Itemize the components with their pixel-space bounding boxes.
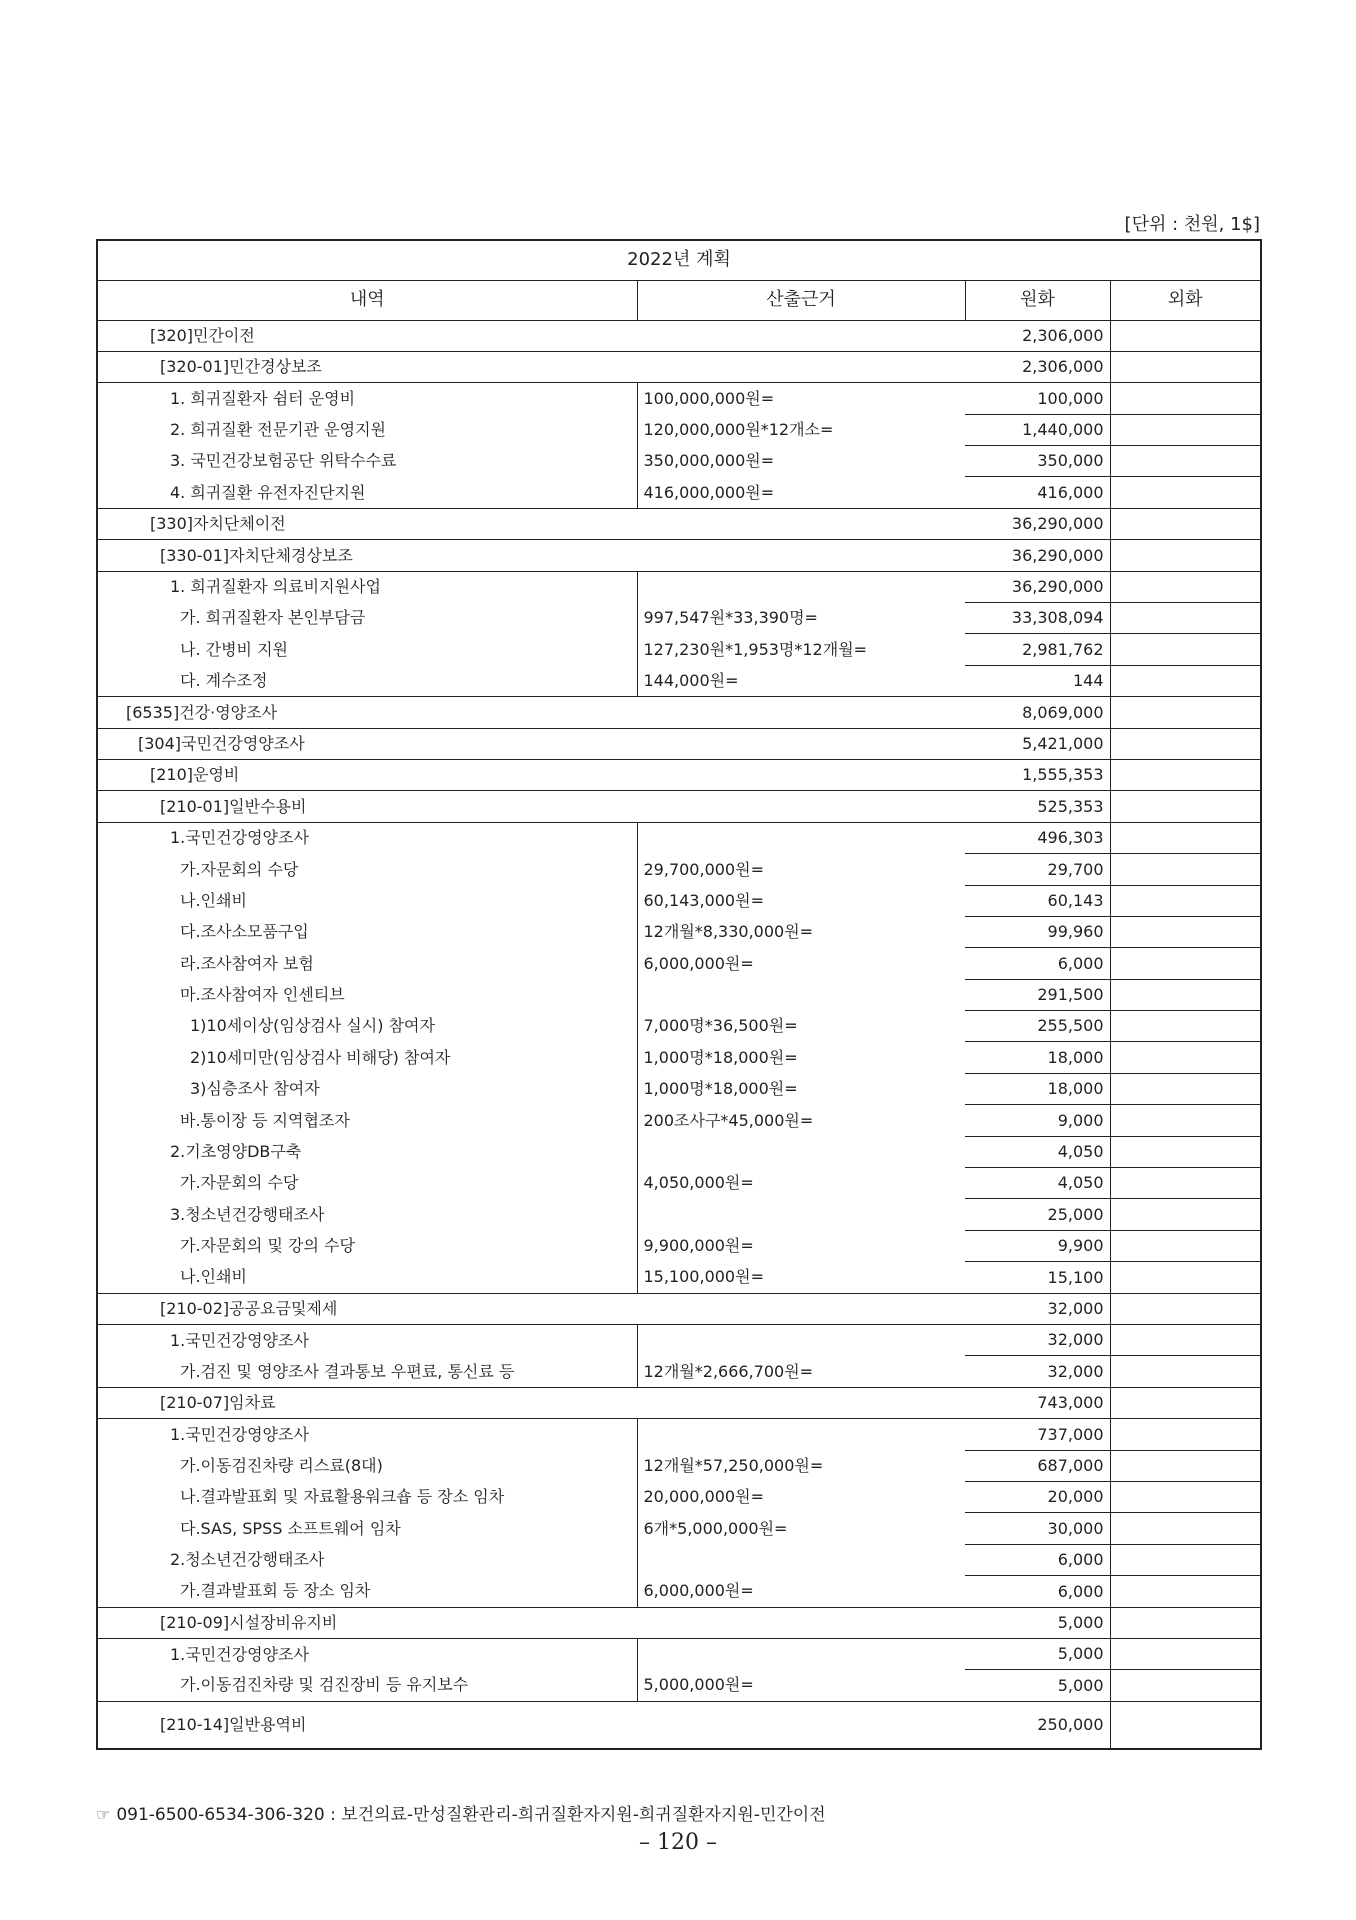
row-fx <box>1110 1073 1261 1104</box>
row-desc: 나.인쇄비 <box>97 1262 637 1293</box>
row-desc: [210-09]시설장비유지비 <box>97 1607 965 1638</box>
row-won: 18,000 <box>965 1073 1110 1104</box>
row-fx <box>1110 1419 1261 1450</box>
row-fx <box>1110 1042 1261 1073</box>
row-won: 250,000 <box>965 1701 1110 1749</box>
table-row <box>97 1419 1261 1450</box>
row-won: 36,290,000 <box>965 571 1110 602</box>
table-row <box>97 1576 1261 1607</box>
pointing-hand-icon: ☞ <box>96 1805 111 1824</box>
row-won: 6,000 <box>965 1544 1110 1575</box>
table-row <box>97 697 1261 728</box>
row-basis <box>637 571 965 602</box>
row-basis: 12개월*2,666,700원= <box>637 1356 965 1387</box>
row-fx <box>1110 759 1261 790</box>
row-desc: 1)10세이상(임상검사 실시) 참여자 <box>97 1011 637 1042</box>
row-basis <box>637 1419 965 1450</box>
row-desc: 3. 국민건강보험공단 위탁수수료 <box>97 446 637 477</box>
row-fx <box>1110 1230 1261 1261</box>
row-won: 743,000 <box>965 1387 1110 1418</box>
table-row <box>97 1293 1261 1324</box>
row-fx <box>1110 665 1261 696</box>
table-row <box>97 383 1261 414</box>
row-desc: 가.자문회의 및 강의 수당 <box>97 1230 637 1261</box>
row-fx <box>1110 383 1261 414</box>
table-row <box>97 320 1261 351</box>
row-fx <box>1110 320 1261 351</box>
table-row <box>97 603 1261 634</box>
row-desc: 1.국민건강영양조사 <box>97 1638 637 1669</box>
row-basis: 5,000,000원= <box>637 1670 965 1701</box>
table-row <box>97 1513 1261 1544</box>
header-won: 원화 <box>965 280 1110 320</box>
row-desc: 다. 계수조정 <box>97 665 637 696</box>
table-row <box>97 1450 1261 1481</box>
row-desc: 3)심층조사 참여자 <box>97 1073 637 1104</box>
table-row <box>97 414 1261 445</box>
row-desc: 가.이동검진차량 및 검진장비 등 유지보수 <box>97 1670 637 1701</box>
row-basis: 15,100,000원= <box>637 1262 965 1293</box>
table-row <box>97 1670 1261 1701</box>
row-desc: 2)10세미만(임상검사 비해당) 참여자 <box>97 1042 637 1073</box>
row-fx <box>1110 885 1261 916</box>
row-won: 25,000 <box>965 1199 1110 1230</box>
row-won: 36,290,000 <box>965 508 1110 539</box>
row-fx <box>1110 1387 1261 1418</box>
row-fx <box>1110 697 1261 728</box>
table-row <box>97 1387 1261 1418</box>
row-won: 144 <box>965 665 1110 696</box>
row-desc: [210-07]임차료 <box>97 1387 965 1418</box>
table-body <box>97 320 1261 1749</box>
row-desc: [304]국민건강영양조사 <box>97 728 965 759</box>
row-desc: 가.이동검진차량 리스료(8대) <box>97 1450 637 1481</box>
table-row <box>97 665 1261 696</box>
row-won: 525,353 <box>965 791 1110 822</box>
table-row <box>97 1701 1261 1749</box>
row-fx <box>1110 822 1261 853</box>
table-row <box>97 1199 1261 1230</box>
row-basis: 120,000,000원*12개소= <box>637 414 965 445</box>
row-desc: 다.SAS, SPSS 소프트웨어 임차 <box>97 1513 637 1544</box>
row-basis: 6,000,000원= <box>637 948 965 979</box>
row-desc: 2.청소년건강행태조사 <box>97 1544 637 1575</box>
table-row <box>97 979 1261 1010</box>
row-fx <box>1110 854 1261 885</box>
table-row <box>97 759 1261 790</box>
row-won: 100,000 <box>965 383 1110 414</box>
row-won: 32,000 <box>965 1293 1110 1324</box>
row-basis: 12개월*57,250,000원= <box>637 1450 965 1481</box>
row-won: 6,000 <box>965 948 1110 979</box>
row-basis <box>637 1325 965 1356</box>
row-basis <box>637 1638 965 1669</box>
row-won: 5,421,000 <box>965 728 1110 759</box>
row-won: 9,000 <box>965 1105 1110 1136</box>
row-desc: [330]자치단체이전 <box>97 508 965 539</box>
row-won: 2,981,762 <box>965 634 1110 665</box>
row-basis: 1,000명*18,000원= <box>637 1042 965 1073</box>
table-row <box>97 1136 1261 1167</box>
row-basis: 12개월*8,330,000원= <box>637 916 965 947</box>
table-row <box>97 791 1261 822</box>
table-row <box>97 1230 1261 1261</box>
row-basis: 144,000원= <box>637 665 965 696</box>
row-won: 5,000 <box>965 1638 1110 1669</box>
unit-label: [단위 : 천원, 1$] <box>1124 214 1260 235</box>
table-row <box>97 854 1261 885</box>
row-won: 6,000 <box>965 1576 1110 1607</box>
row-desc: 다.조사소모품구입 <box>97 916 637 947</box>
row-fx <box>1110 1481 1261 1512</box>
row-fx <box>1110 446 1261 477</box>
row-desc: [210-02]공공요금및제세 <box>97 1293 965 1324</box>
table-row <box>97 446 1261 477</box>
row-fx <box>1110 351 1261 382</box>
row-desc: 3.청소년건강행태조사 <box>97 1199 637 1230</box>
row-desc: [320-01]민간경상보조 <box>97 351 965 382</box>
row-won: 99,960 <box>965 916 1110 947</box>
page-number: – 120 – <box>639 1830 717 1855</box>
row-won: 36,290,000 <box>965 540 1110 571</box>
row-basis <box>637 1199 965 1230</box>
row-won: 4,050 <box>965 1168 1110 1199</box>
row-desc: [210-01]일반수용비 <box>97 791 965 822</box>
row-won: 2,306,000 <box>965 320 1110 351</box>
row-won: 737,000 <box>965 1419 1110 1450</box>
row-basis: 4,050,000원= <box>637 1168 965 1199</box>
row-fx <box>1110 1450 1261 1481</box>
row-won: 4,050 <box>965 1136 1110 1167</box>
row-desc: 나.인쇄비 <box>97 885 637 916</box>
row-fx <box>1110 1199 1261 1230</box>
table-row <box>97 885 1261 916</box>
row-won: 18,000 <box>965 1042 1110 1073</box>
row-fx <box>1110 1576 1261 1607</box>
row-basis: 1,000명*18,000원= <box>637 1073 965 1104</box>
row-fx <box>1110 728 1261 759</box>
header-desc: 내역 <box>97 280 637 320</box>
row-fx <box>1110 1513 1261 1544</box>
row-basis: 350,000,000원= <box>637 446 965 477</box>
row-won: 416,000 <box>965 477 1110 508</box>
row-desc: 마.조사참여자 인센티브 <box>97 979 637 1010</box>
table-row <box>97 822 1261 853</box>
row-fx <box>1110 1168 1261 1199</box>
row-desc: [6535]건강·영양조사 <box>97 697 965 728</box>
row-won: 350,000 <box>965 446 1110 477</box>
row-won: 29,700 <box>965 854 1110 885</box>
row-fx <box>1110 1544 1261 1575</box>
table-row <box>97 1544 1261 1575</box>
row-fx <box>1110 1325 1261 1356</box>
row-fx <box>1110 603 1261 634</box>
row-fx <box>1110 1293 1261 1324</box>
row-basis: 7,000명*36,500원= <box>637 1011 965 1042</box>
row-desc: [330-01]자치단체경상보조 <box>97 540 965 571</box>
row-basis: 6,000,000원= <box>637 1576 965 1607</box>
row-basis: 29,700,000원= <box>637 854 965 885</box>
table-row <box>97 1356 1261 1387</box>
row-desc: [210]운영비 <box>97 759 965 790</box>
row-desc: 4. 희귀질환 유전자진단지원 <box>97 477 637 508</box>
row-fx <box>1110 571 1261 602</box>
row-desc: 나. 간병비 지원 <box>97 634 637 665</box>
row-fx <box>1110 1262 1261 1293</box>
row-desc: 가.검진 및 영양조사 결과통보 우편료, 통신료 등 <box>97 1356 637 1387</box>
row-basis: 6개*5,000,000원= <box>637 1513 965 1544</box>
row-basis <box>637 979 965 1010</box>
row-won: 20,000 <box>965 1481 1110 1512</box>
row-basis: 416,000,000원= <box>637 477 965 508</box>
row-fx <box>1110 508 1261 539</box>
table-row <box>97 351 1261 382</box>
row-fx <box>1110 1011 1261 1042</box>
row-won: 496,303 <box>965 822 1110 853</box>
row-fx <box>1110 634 1261 665</box>
row-fx <box>1110 1136 1261 1167</box>
table-row <box>97 916 1261 947</box>
footer-note <box>96 1800 826 1825</box>
header-basis: 산출근거 <box>637 280 965 320</box>
row-won: 291,500 <box>965 979 1110 1010</box>
row-won: 1,555,353 <box>965 759 1110 790</box>
row-won: 8,069,000 <box>965 697 1110 728</box>
row-basis: 60,143,000원= <box>637 885 965 916</box>
row-desc: 가. 희귀질환자 본인부담금 <box>97 603 637 634</box>
table-row <box>97 1073 1261 1104</box>
row-basis <box>637 822 965 853</box>
budget-table <box>96 239 1262 1750</box>
row-fx <box>1110 791 1261 822</box>
row-won: 5,000 <box>965 1607 1110 1638</box>
row-desc: 1.국민건강영양조사 <box>97 1419 637 1450</box>
table-row <box>97 508 1261 539</box>
row-won: 32,000 <box>965 1356 1110 1387</box>
row-won: 32,000 <box>965 1325 1110 1356</box>
row-basis: 9,900,000원= <box>637 1230 965 1261</box>
row-basis <box>637 1136 965 1167</box>
row-desc: 나.결과발표회 및 자료활용워크숍 등 장소 임차 <box>97 1481 637 1512</box>
table-row <box>97 1168 1261 1199</box>
row-desc: 1. 희귀질환자 쉼터 운영비 <box>97 383 637 414</box>
row-won: 33,308,094 <box>965 603 1110 634</box>
row-won: 5,000 <box>965 1670 1110 1701</box>
row-desc: 1.국민건강영양조사 <box>97 822 637 853</box>
row-fx <box>1110 916 1261 947</box>
table-row <box>97 571 1261 602</box>
row-won: 1,440,000 <box>965 414 1110 445</box>
row-won: 2,306,000 <box>965 351 1110 382</box>
table-row <box>97 477 1261 508</box>
row-fx <box>1110 979 1261 1010</box>
table-row <box>97 540 1261 571</box>
table-row <box>97 1638 1261 1669</box>
row-desc: 1.국민건강영양조사 <box>97 1325 637 1356</box>
row-basis <box>637 1544 965 1575</box>
row-desc: [210-14]일반용역비 <box>97 1701 965 1749</box>
row-fx <box>1110 1670 1261 1701</box>
row-fx <box>1110 1356 1261 1387</box>
row-desc: 가.자문회의 수당 <box>97 1168 637 1199</box>
row-fx <box>1110 948 1261 979</box>
table-row <box>97 1105 1261 1136</box>
row-desc: 바.통이장 등 지역협조자 <box>97 1105 637 1136</box>
table-row <box>97 948 1261 979</box>
row-fx <box>1110 1607 1261 1638</box>
table-row <box>97 728 1261 759</box>
row-won: 687,000 <box>965 1450 1110 1481</box>
table-row <box>97 1607 1261 1638</box>
row-desc: 라.조사참여자 보험 <box>97 948 637 979</box>
row-fx <box>1110 540 1261 571</box>
row-fx <box>1110 414 1261 445</box>
row-basis: 127,230원*1,953명*12개월= <box>637 634 965 665</box>
table-row <box>97 634 1261 665</box>
row-won: 9,900 <box>965 1230 1110 1261</box>
table-row <box>97 1325 1261 1356</box>
row-won: 30,000 <box>965 1513 1110 1544</box>
footer-note-text: 091-6500-6534-306-320 : 보건의료-만성질환관리-희귀질환자지원-희귀질환자지원-민간이전 <box>116 1805 826 1825</box>
row-fx <box>1110 1105 1261 1136</box>
row-desc: 가.자문회의 수당 <box>97 854 637 885</box>
table-row <box>97 1011 1261 1042</box>
row-basis: 200조사구*45,000원= <box>637 1105 965 1136</box>
row-basis: 997,547원*33,390명= <box>637 603 965 634</box>
table-row <box>97 1481 1261 1512</box>
row-fx <box>1110 477 1261 508</box>
header-fx: 외화 <box>1110 280 1261 320</box>
row-fx <box>1110 1701 1261 1749</box>
table-row <box>97 1262 1261 1293</box>
row-desc: 2.기초영양DB구축 <box>97 1136 637 1167</box>
row-won: 15,100 <box>965 1262 1110 1293</box>
row-basis: 20,000,000원= <box>637 1481 965 1512</box>
table-title: 2022년 계획 <box>97 240 1261 280</box>
row-desc: 1. 희귀질환자 의료비지원사업 <box>97 571 637 602</box>
row-fx <box>1110 1638 1261 1669</box>
row-desc: [320]민간이전 <box>97 320 965 351</box>
table-row <box>97 1042 1261 1073</box>
row-won: 60,143 <box>965 885 1110 916</box>
row-desc: 2. 희귀질환 전문기관 운영지원 <box>97 414 637 445</box>
row-basis: 100,000,000원= <box>637 383 965 414</box>
row-desc: 가.결과발표회 등 장소 임차 <box>97 1576 637 1607</box>
row-won: 255,500 <box>965 1011 1110 1042</box>
